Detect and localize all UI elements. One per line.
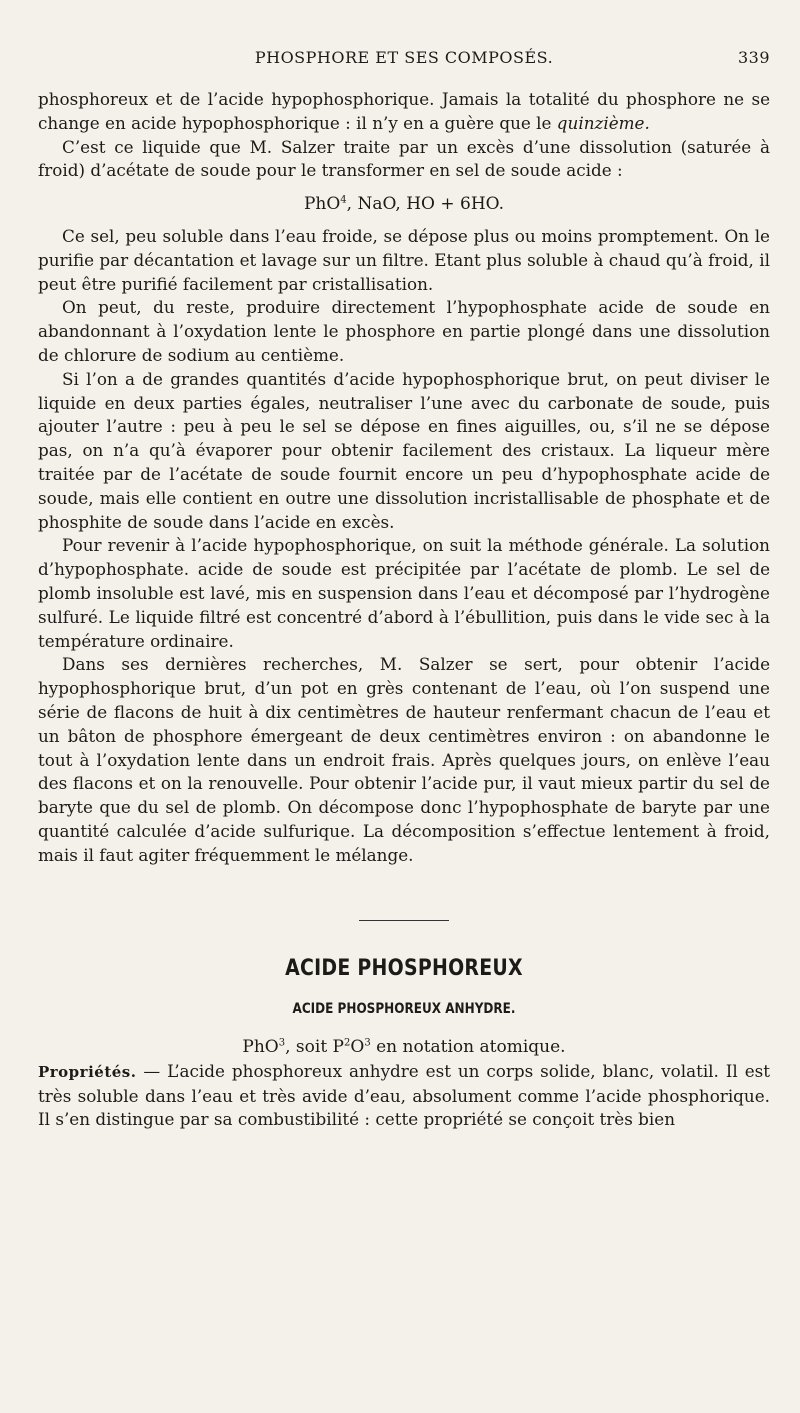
formula-part: , NaO, HO + 6HO. xyxy=(346,194,505,215)
paragraph: Si l’on a de grandes quantités d’acide hypophosphorique brut, on peut diviser le liquide en deux parties égales, neutraliser l’une avec du carbonate de soude, puis ajouter l’autre : peu à peu le sel se dépose en fines aiguilles, ou, s’il ne se dépose pas, on n’a qu’à évaporer pour obtenir facilement des cristaux. La liqueur mère traitée par de l’acétate de soude fournit encore un peu d’hypophosphate acide de soude, mais elle contient en outre une dissolution incristallisable de phosphate et de phosphite de soude dans l’acide en excès. xyxy=(38,368,770,532)
formula-superscript: 4 xyxy=(340,194,347,206)
run-in-heading: Propriétés. xyxy=(38,1062,137,1081)
paragraph: On peut, du reste, produire directement l’hypophosphate acide de soude en abandonnant à l’oxydation lente le phosphore en partie plongé dans une dissolution de chlorure de sodium au centième. xyxy=(38,297,770,365)
paragraph-text: — L’acide phosphoreux anhydre est un corps solide, blanc, volatil. Il est très soluble dans l’eau et très avide d’eau, absolument comme l’acide phosphorique. Il s’en distingue par sa combustibilité : cette propriété se conçoit très bien xyxy=(38,1060,770,1130)
page-number: 339 xyxy=(737,48,770,67)
formula-superscript: 3 xyxy=(364,1037,371,1049)
paragraph xyxy=(38,88,770,136)
book-page xyxy=(0,48,800,1413)
subsection-title: ACIDE PHOSPHOREUX ANHYDRE. xyxy=(292,1001,516,1018)
formula-part: PhO xyxy=(303,194,341,215)
chemical-formula xyxy=(38,193,770,217)
paragraph xyxy=(38,1060,770,1132)
paragraph: Dans ses dernières recherches, M. Salzer se sert, pour obtenir l’acide hypophosphorique brut, d’un pot en grès contenant de l’eau, où l’on suspend une série de flacons de huit à dix centimètres de hauteur renfermant chacun de l’eau et un bâton de phosphore émergeant de deux centimètres environ : on abandonne le tout à l’oxydation lente dans un endroit frais. Après quelques jours, on enlève l’eau des flacons et on la renouvelle. Pour obtenir l’acide pur, il vaut mieux partir du sel de baryte que du sel de plomb. On décompose donc l’hypophosphate de baryte par une quantité calculée d’acide sulfurique. La décomposition s’effectue lentement à froid, mais il faut agiter fréquemment le mélange. xyxy=(38,654,770,865)
paragraph: Pour revenir à l’acide hypophosphorique, on suit la méthode générale. La solution d’hypophosphate. acide de soude est précipitée par l’acétate de plomb. Le sel de plomb insoluble est lavé, mis en suspension dans l’eau et décomposé par l’hydrogène sulfuré. Le liquide filtré est concentré d’abord à l’ébullition, puis dans le vide sec à la température ordinaire. xyxy=(38,535,770,651)
chemical-formula xyxy=(38,1036,770,1060)
section-divider xyxy=(359,920,449,921)
paragraph: Ce sel, peu soluble dans l’eau froide, se dépose plus ou moins promptement. On le purifie par décantation et lavage sur un filtre. Etant plus soluble à chaud qu’à froid, il peut être purifié facilement par cristallisation. xyxy=(38,225,770,294)
paragraph: C’est ce liquide que M. Salzer traite par un excès d’une dissolution (saturée à froid) d’acétate de soude pour le transformer en sel de soude acide : xyxy=(38,136,770,181)
page-body xyxy=(38,88,770,1132)
emphasis-text: quinzième. xyxy=(556,112,650,133)
formula-part: O xyxy=(350,1037,365,1058)
header-title: PHOSPHORE ET SES COMPOSÉS. xyxy=(254,48,554,67)
running-header xyxy=(38,48,770,78)
formula-superscript: 3 xyxy=(278,1037,286,1049)
formula-part: , soit P xyxy=(285,1037,344,1058)
paragraph-text: phosphoreux et de l’acide hypophosphorique. Jamais la totalité du phosphore ne se change en acide hypophosphorique : il n’y en a guère que le xyxy=(38,89,770,133)
formula-superscript: 2 xyxy=(344,1037,351,1049)
formula-part: PhO xyxy=(242,1037,279,1058)
section-title: ACIDE PHOSPHOREUX xyxy=(285,955,523,981)
formula-part: en notation atomique. xyxy=(370,1037,566,1058)
